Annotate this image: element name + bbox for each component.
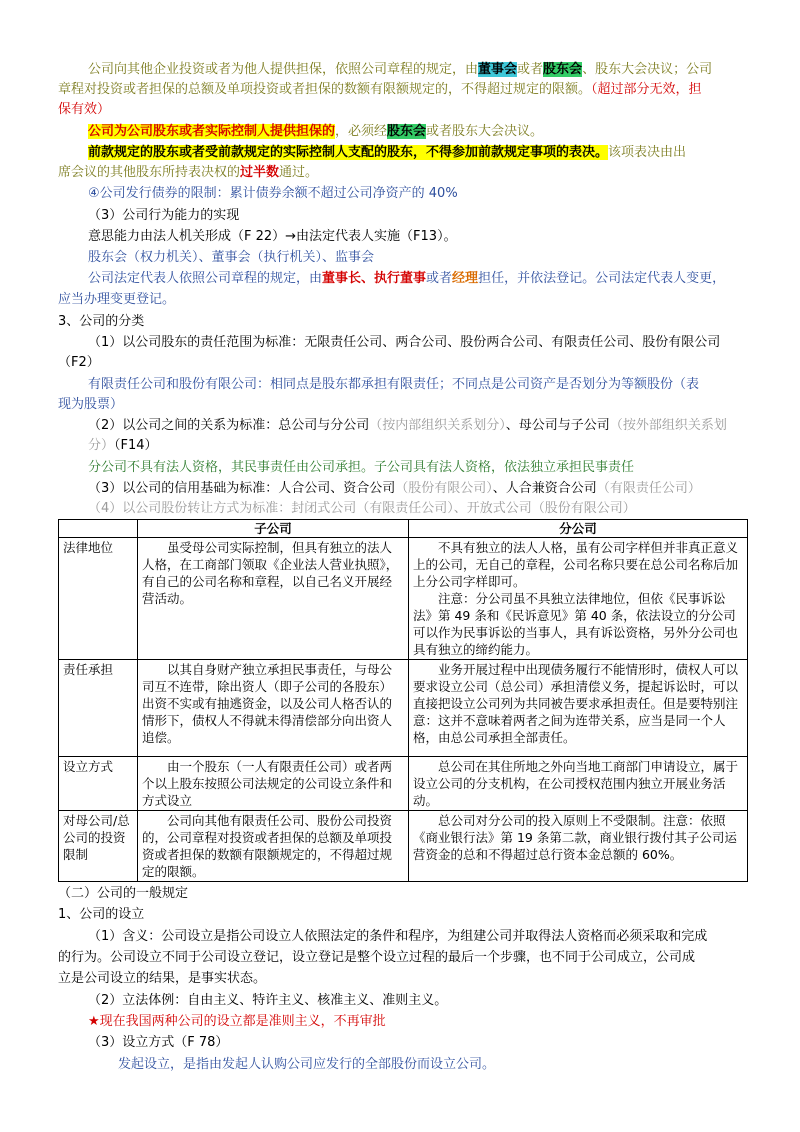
- para1-text-l2: 章程对投资或者担保的总额及单项投资或者担保的数额有限额规定的，不得超过规定的限额。: [58, 82, 592, 97]
- table-header-branch: 分公司: [409, 520, 748, 538]
- row-branch: [409, 538, 748, 660]
- definition-line2: 的行为。公司设立不同于公司设立登记，设立登记是整个设立过程的最后一个步骤，也不同于公司成立，公司成: [58, 950, 696, 965]
- row-subsidiary: 公司向其他有限责任公司、股份公司投资的，公司章程对投资或者担保的总额及单项投资或者担保的数额有限额规定的，不得超过规定的限额。: [138, 811, 409, 882]
- cls2-line2: [88, 436, 158, 456]
- para1-line3: 保有效）: [58, 102, 111, 117]
- row-branch: 总公司对分公司的投入原则上不受限制。注意：依照《商业银行法》第 19 条第二款，商业银行拨付其子公司运营资金的总和不得超过总行资本金总额的 60%。: [409, 811, 748, 882]
- para3-line2: [58, 163, 318, 183]
- para1-text-e: 、股东大会决议；公司: [582, 62, 713, 77]
- para3-text-c: 席会议的其他股东所持表决权的: [58, 165, 241, 180]
- row-key: 对母公司/总公司的投资限制: [59, 811, 138, 882]
- cls3-text-c: 、人合兼资合公司: [492, 481, 597, 496]
- para1-text-a: 公司向其他企业投资或者为他人提供担保，依照公司章程的规定，由: [88, 62, 479, 77]
- section-establishment: 1、公司的设立: [58, 907, 145, 922]
- cls2-text-a: （2）以公司之间的关系为标准：总公司与分公司: [88, 418, 370, 433]
- para3-highlight: 前款规定的股东或者受前款规定的实际控制人支配的股东，不得参加前款规定事项的表决。: [88, 145, 609, 160]
- legal-rep-line2: 应当办理变更登记。: [58, 292, 176, 307]
- capacity-text: 意思能力由法人机关形成（F 22）→由法定代表人实施（F13）。: [88, 229, 457, 244]
- cls2-note-e: 分）: [88, 438, 115, 453]
- promotion-definition: 发起设立，是指由发起人认购公司应发行的全部股份而设立公司。: [118, 1057, 496, 1072]
- comparison-table: [58, 519, 748, 882]
- cls2-ref: （F14）: [114, 438, 158, 453]
- para1-red-note: （超过部分无效，担: [591, 82, 702, 97]
- para2-text-b: ，必须经: [335, 124, 388, 139]
- row-branch: 总公司在其住所地之外向当地工商部门申请设立，属于设立公司的分支机构，在公司授权范围内独立开展业务活动。: [409, 757, 748, 811]
- cls1b-line1: 有限责任公司和股份有限公司：相同点是股东都承担有限责任；不同点是公司资产是否划分为等额股份（表: [88, 377, 700, 392]
- table-header-empty: [59, 520, 138, 538]
- para1-line2: [58, 80, 702, 100]
- legal-rep-text-c: 或者: [426, 271, 453, 286]
- highlight-shareholders-meeting: 股东会: [543, 62, 583, 77]
- para2: [88, 122, 543, 142]
- legal-rep-chairman: 董事长、执行董事: [322, 271, 427, 286]
- para2-highlight: 公司为公司股东或者实际控制人提供担保的: [88, 124, 336, 139]
- organs-list: 股东会（权力机关）、董事会（执行机关）、监事会: [88, 250, 375, 265]
- cls3-note-b: （股份有限公司）: [395, 481, 493, 496]
- capacity-heading: （3）公司行为能力的实现: [88, 208, 240, 223]
- row-key: 责任承担: [59, 660, 138, 757]
- legal-rep-line1: [88, 269, 725, 289]
- definition-line3: 立是公司设立的结果，是事实状态。: [58, 971, 267, 986]
- cls2b: 分公司不具有法人资格，其民事责任由公司承担。子公司具有法人资格，依法独立承担民事责任: [88, 460, 635, 475]
- para3-line1: [88, 143, 686, 163]
- table-row: [59, 757, 748, 811]
- bond-limit: ④公司发行债券的限制：累计债券余额不超过公司净资产的 40%: [88, 186, 458, 201]
- row-branch-p1: 不具有独立的法人人格，虽有公司字样但并非真正意义上的公司，无自己的章程，公司名称只要在总公司名称后加上分公司字样即可。: [413, 540, 739, 589]
- row-branch-p2: 注意：分公司虽不具独立法律地位，但依《民事诉讼法》第 49 条和《民诉意见》第 40 条，依法设立的分公司可以作为民事诉讼的当事人，具有诉讼资格，另外分公司也具有独立的缔约能力。: [413, 591, 739, 657]
- para3-majority: 过半数: [240, 165, 280, 180]
- row-key: 法律地位: [59, 538, 138, 660]
- cls1-line1: （1）以公司股东的责任范围为标准：无限责任公司、两合公司、股份两合公司、有限责任公司、股份有限公司: [88, 335, 721, 350]
- section-general: （二）公司的一般规定: [58, 886, 189, 901]
- para1-line1: [88, 60, 712, 80]
- para3-text-e: 通过。: [279, 165, 319, 180]
- cls3-note-d: （有限责任公司）: [596, 481, 701, 496]
- star-note: ★现在我国两种公司的设立都是准则主义，不再审批: [88, 1014, 386, 1029]
- cls2-text-c: 、母公司与子公司: [505, 418, 610, 433]
- row-subsidiary: 以其自身财产独立承担民事责任，与母公司互不连带，除出资人（即子公司的各股东）出资不实或有抽逃资金，以及公司人格否认的情形下，债权人不得就未得清偿部分向出资人追偿。: [138, 660, 409, 757]
- cls4: （4）以公司股份转让方式为标准：封闭式公司（有限责任公司）、开放式公司（股份有限公司）: [88, 501, 636, 516]
- cls1-line2: （F2）: [58, 355, 100, 370]
- legal-rep-text-a: 公司法定代表人依照公司章程的规定，由: [88, 271, 323, 286]
- para3-text-b: 该项表决由出: [608, 145, 687, 160]
- definition-line1: （1）含义：公司设立是指公司设立人依照法定的条件和程序，为组建公司并取得法人资格而必须采取和完成: [88, 929, 708, 944]
- section-classification: 3、公司的分类: [58, 314, 145, 329]
- row-key: 设立方式: [59, 757, 138, 811]
- highlight-board: 董事会: [478, 62, 518, 77]
- para2-text-d: 或者股东大会决议。: [426, 124, 544, 139]
- table-row: [59, 660, 748, 757]
- legal-rep-text-e: 担任，并依法登记。公司法定代表人变更，: [478, 271, 726, 286]
- para1-text-c: 或者: [517, 62, 544, 77]
- para2-shareholders-meeting: 股东会: [387, 124, 427, 139]
- legal-rep-manager: 经理: [452, 271, 479, 286]
- table-header-row: [59, 520, 748, 538]
- cls3: [88, 479, 701, 499]
- row-subsidiary: 由一个股东（一人有限责任公司）或者两个以上股东按照公司法规定的公司设立条件和方式设立: [138, 757, 409, 811]
- cls1b-line2: 现为股票）: [58, 397, 124, 412]
- row-subsidiary: 虽受母公司实际控制，但具有独立的法人人格，在工商部门领取《企业法人营业执照》，有自己的公司名称和章程，以自己名义开展经营活动。: [138, 538, 409, 660]
- cls2-line1: [88, 416, 727, 436]
- legislative-systems: （2）立法体例：自由主义、特许主义、核准主义、准则主义。: [88, 993, 448, 1008]
- cls3-text-a: （3）以公司的信用基础为标准：人合公司、资合公司: [88, 481, 396, 496]
- table-row: [59, 811, 748, 882]
- cls2-note-d: （按外部组织关系划: [609, 418, 727, 433]
- table-row: [59, 538, 748, 660]
- cls2-note-b: （按内部组织关系划分）: [369, 418, 506, 433]
- table-header-subsidiary: 子公司: [138, 520, 409, 538]
- establishment-methods: （3）设立方式（F 78）: [88, 1035, 229, 1050]
- row-branch: 业务开展过程中出现债务履行不能情形时，债权人可以要求设立公司（总公司）承担清偿义务，提起诉讼时，可以直接把设立公司列为共同被告要求承担责任。但是要特别注意：这并不意味着两者之间为连带关系，应当是同一个人格，由总公司承担全部责任。: [409, 660, 748, 757]
